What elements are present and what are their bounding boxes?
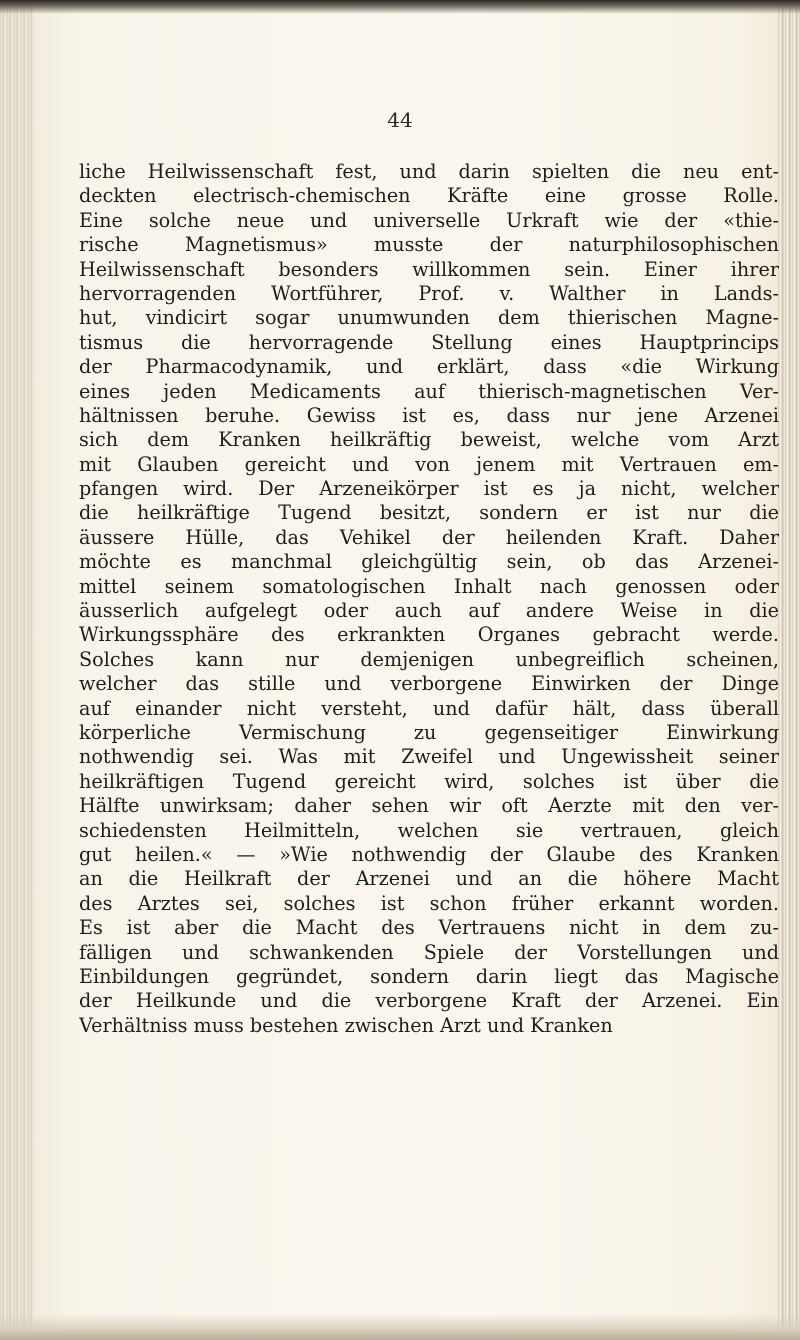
text-line: hut, vindicirt sogar unumwunden dem thierischen Magne- <box>79 306 779 330</box>
text-line: liche Heilwissenschaft fest, und darin spielten die neu ent- <box>79 160 779 183</box>
text-line: äussere Hülle, das Vehikel der heilenden Kraft. Daher <box>79 525 779 549</box>
text-line: Heilwissenschaft besonders willkommen sein. Einer ihrer <box>79 257 779 281</box>
text-line: an die Heilkraft der Arzenei und an die höhere Macht <box>79 867 779 891</box>
text-line: möchte es manchmal gleichgültig sein, ob das Arzenei- <box>79 550 779 574</box>
text-line: schiedensten Heilmitteln, welchen sie vertrauen, gleich <box>79 818 779 842</box>
text-line: körperliche Vermischung zu gegenseitiger Einwirkung <box>79 720 779 744</box>
text-line: tismus die hervorragende Stellung eines Hauptprincips <box>79 330 779 354</box>
text-line: rische Magnetismus» musste der naturphilosophischen <box>79 233 779 257</box>
text-line: Wirkungssphäre des erkrankten Organes gebracht werde. <box>79 623 779 647</box>
bottom-page-edge <box>0 1314 800 1340</box>
text-line: der Pharmacodynamik, und erklärt, dass «die Wirkung <box>79 355 779 379</box>
text-line: Einbildungen gegründet, sondern darin liegt das Magische <box>79 964 779 988</box>
text-line: welcher das stille und verborgene Einwirken der Dinge <box>79 672 779 696</box>
text-line: der Heilkunde und die verborgene Kraft der Arzenei. Ein <box>79 989 779 1013</box>
text-line: Es ist aber die Macht des Vertrauens nicht in dem zu- <box>79 916 779 940</box>
text-line: des Arztes sei, solches ist schon früher erkannt worden. <box>79 891 779 915</box>
text-line: pfangen wird. Der Arzeneikörper ist es ja nicht, welcher <box>79 477 779 501</box>
text-line: eines jeden Medicaments auf thierisch-magnetischen Ver- <box>79 379 779 403</box>
text-line: mit Glauben gereicht und von jenem mit Vertrauen em- <box>79 452 779 476</box>
text-line: Verhältniss muss bestehen zwischen Arzt und Kranken <box>79 1013 613 1037</box>
text-line: die heilkräftige Tugend besitzt, sondern er ist nur die <box>79 501 779 525</box>
top-shadow <box>0 0 800 14</box>
text-line: mittel seinem somatologischen Inhalt nach genossen oder <box>79 574 779 598</box>
page-number: 44 <box>387 108 413 132</box>
text-line: Solches kann nur demjenigen unbegreiflich scheinen, <box>79 647 779 671</box>
body-text <box>79 160 779 1038</box>
text-line: auf einander nicht versteht, und dafür hält, dass überall <box>79 696 779 720</box>
book-binding-edge <box>0 0 34 1340</box>
text-line: gut heilen.« — »Wie nothwendig der Glaube des Kranken <box>79 842 779 866</box>
text-line: äusserlich aufgelegt oder auch auf andere Weise in die <box>79 599 779 623</box>
text-line: sich dem Kranken heilkräftig beweist, welche vom Arzt <box>79 428 779 452</box>
text-line: deckten electrisch-chemischen Kräfte eine grosse Rolle. <box>79 184 779 208</box>
text-line: Hälfte unwirksam; daher sehen wir oft Aerzte mit den ver- <box>79 794 779 818</box>
text-line: heilkräftigen Tugend gereicht wird, solches ist über die <box>79 769 779 793</box>
text-line: hältnissen beruhe. Gewiss ist es, dass nur jene Arzenei <box>79 403 779 427</box>
text-line: fälligen und schwankenden Spiele der Vorstellungen und <box>79 940 779 964</box>
text-line: Eine solche neue und universelle Urkraft wie der «thie- <box>79 208 779 232</box>
text-line: nothwendig sei. Was mit Zweifel und Ungewissheit seiner <box>79 745 779 769</box>
page-fore-edge <box>778 0 800 1340</box>
text-line: hervorragenden Wortführer, Prof. v. Walther in Lands- <box>79 281 779 305</box>
